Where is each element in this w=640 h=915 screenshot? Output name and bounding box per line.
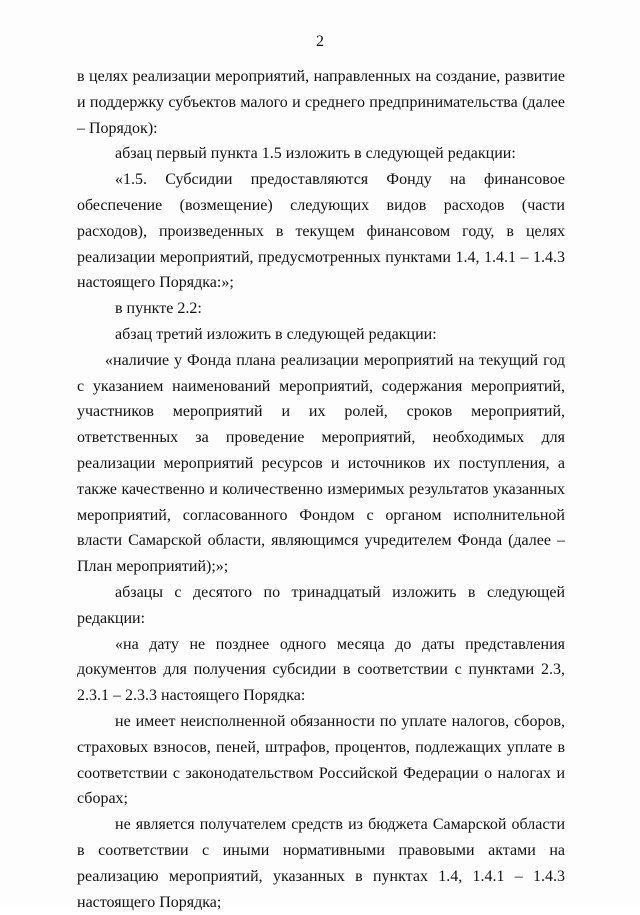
paragraph-amend-1-5-intro: абзац первый пункта 1.5 изложить в следующей редакции: (115, 145, 516, 163)
paragraph-no-other-funding: не является получателем средств из бюджета Самарской области в соответствии с иными нормативными правовыми актами на реализацию мероприятий, указанных в пунктах 1.4, 1.4.1 – 1.4.3 настоящего Порядка; (77, 816, 565, 911)
paragraph-action-plan: «наличие у Фонда плана реализации мероприятий на текущий год с указанием наименований мероприятий, содержания мероприятий, участников мероприятий и их ролей, сроков мероприятий, ответственных за проведение мероприятий, необходимых для реализации мероприятий ресурсов и источников их поступления, а также качественно и количественно измеримых результатов указанных мероприятий, согласованного Фондом с органом исполнительной власти Самарской области, являющимся учредителем Фонда (далее – План мероприятий);»; (77, 351, 565, 576)
paragraph-amend-tenth-intro: абзацы с десятого по тринадцатый изложить в следующей редакции: (77, 583, 565, 627)
paragraph-deadline-condition: «на дату не позднее одного месяца до даты представления документов для получения субсидии в соответствии с пунктами 2.3, 2.3.1 – 2.3.3 настоящего Порядка: (77, 635, 565, 705)
document-body (77, 64, 565, 915)
paragraph-no-tax-debt: не имеет неисполненной обязанности по уплате налогов, сборов, страховых взносов, пеней, штрафов, процентов, подлежащих уплате в соответствии с законодательством Российской Федерации о налогах и сборах; (77, 712, 565, 808)
page-number: 2 (316, 33, 324, 50)
paragraph-amend-third-intro: абзац третий изложить в следующей редакции: (115, 325, 437, 343)
paragraph-clause-2-2-heading: в пункте 2.2: (115, 300, 202, 318)
paragraph-clause-1-5: «1.5. Субсидии предоставляются Фонду на финансовое обеспечение (возмещение) следующих видов расходов (части расходов), произведенных в текущем финансовом году, в целях реализации мероприятий, предусмотренных пунктами 1.4, 1.4.1 – 1.4.3 настоящего Порядка:»; (77, 171, 565, 292)
paragraph-purpose: в целях реализации мероприятий, направленных на создание, развитие и поддержку субъектов малого и среднего предпринимательства (далее – Порядок): (77, 68, 565, 137)
